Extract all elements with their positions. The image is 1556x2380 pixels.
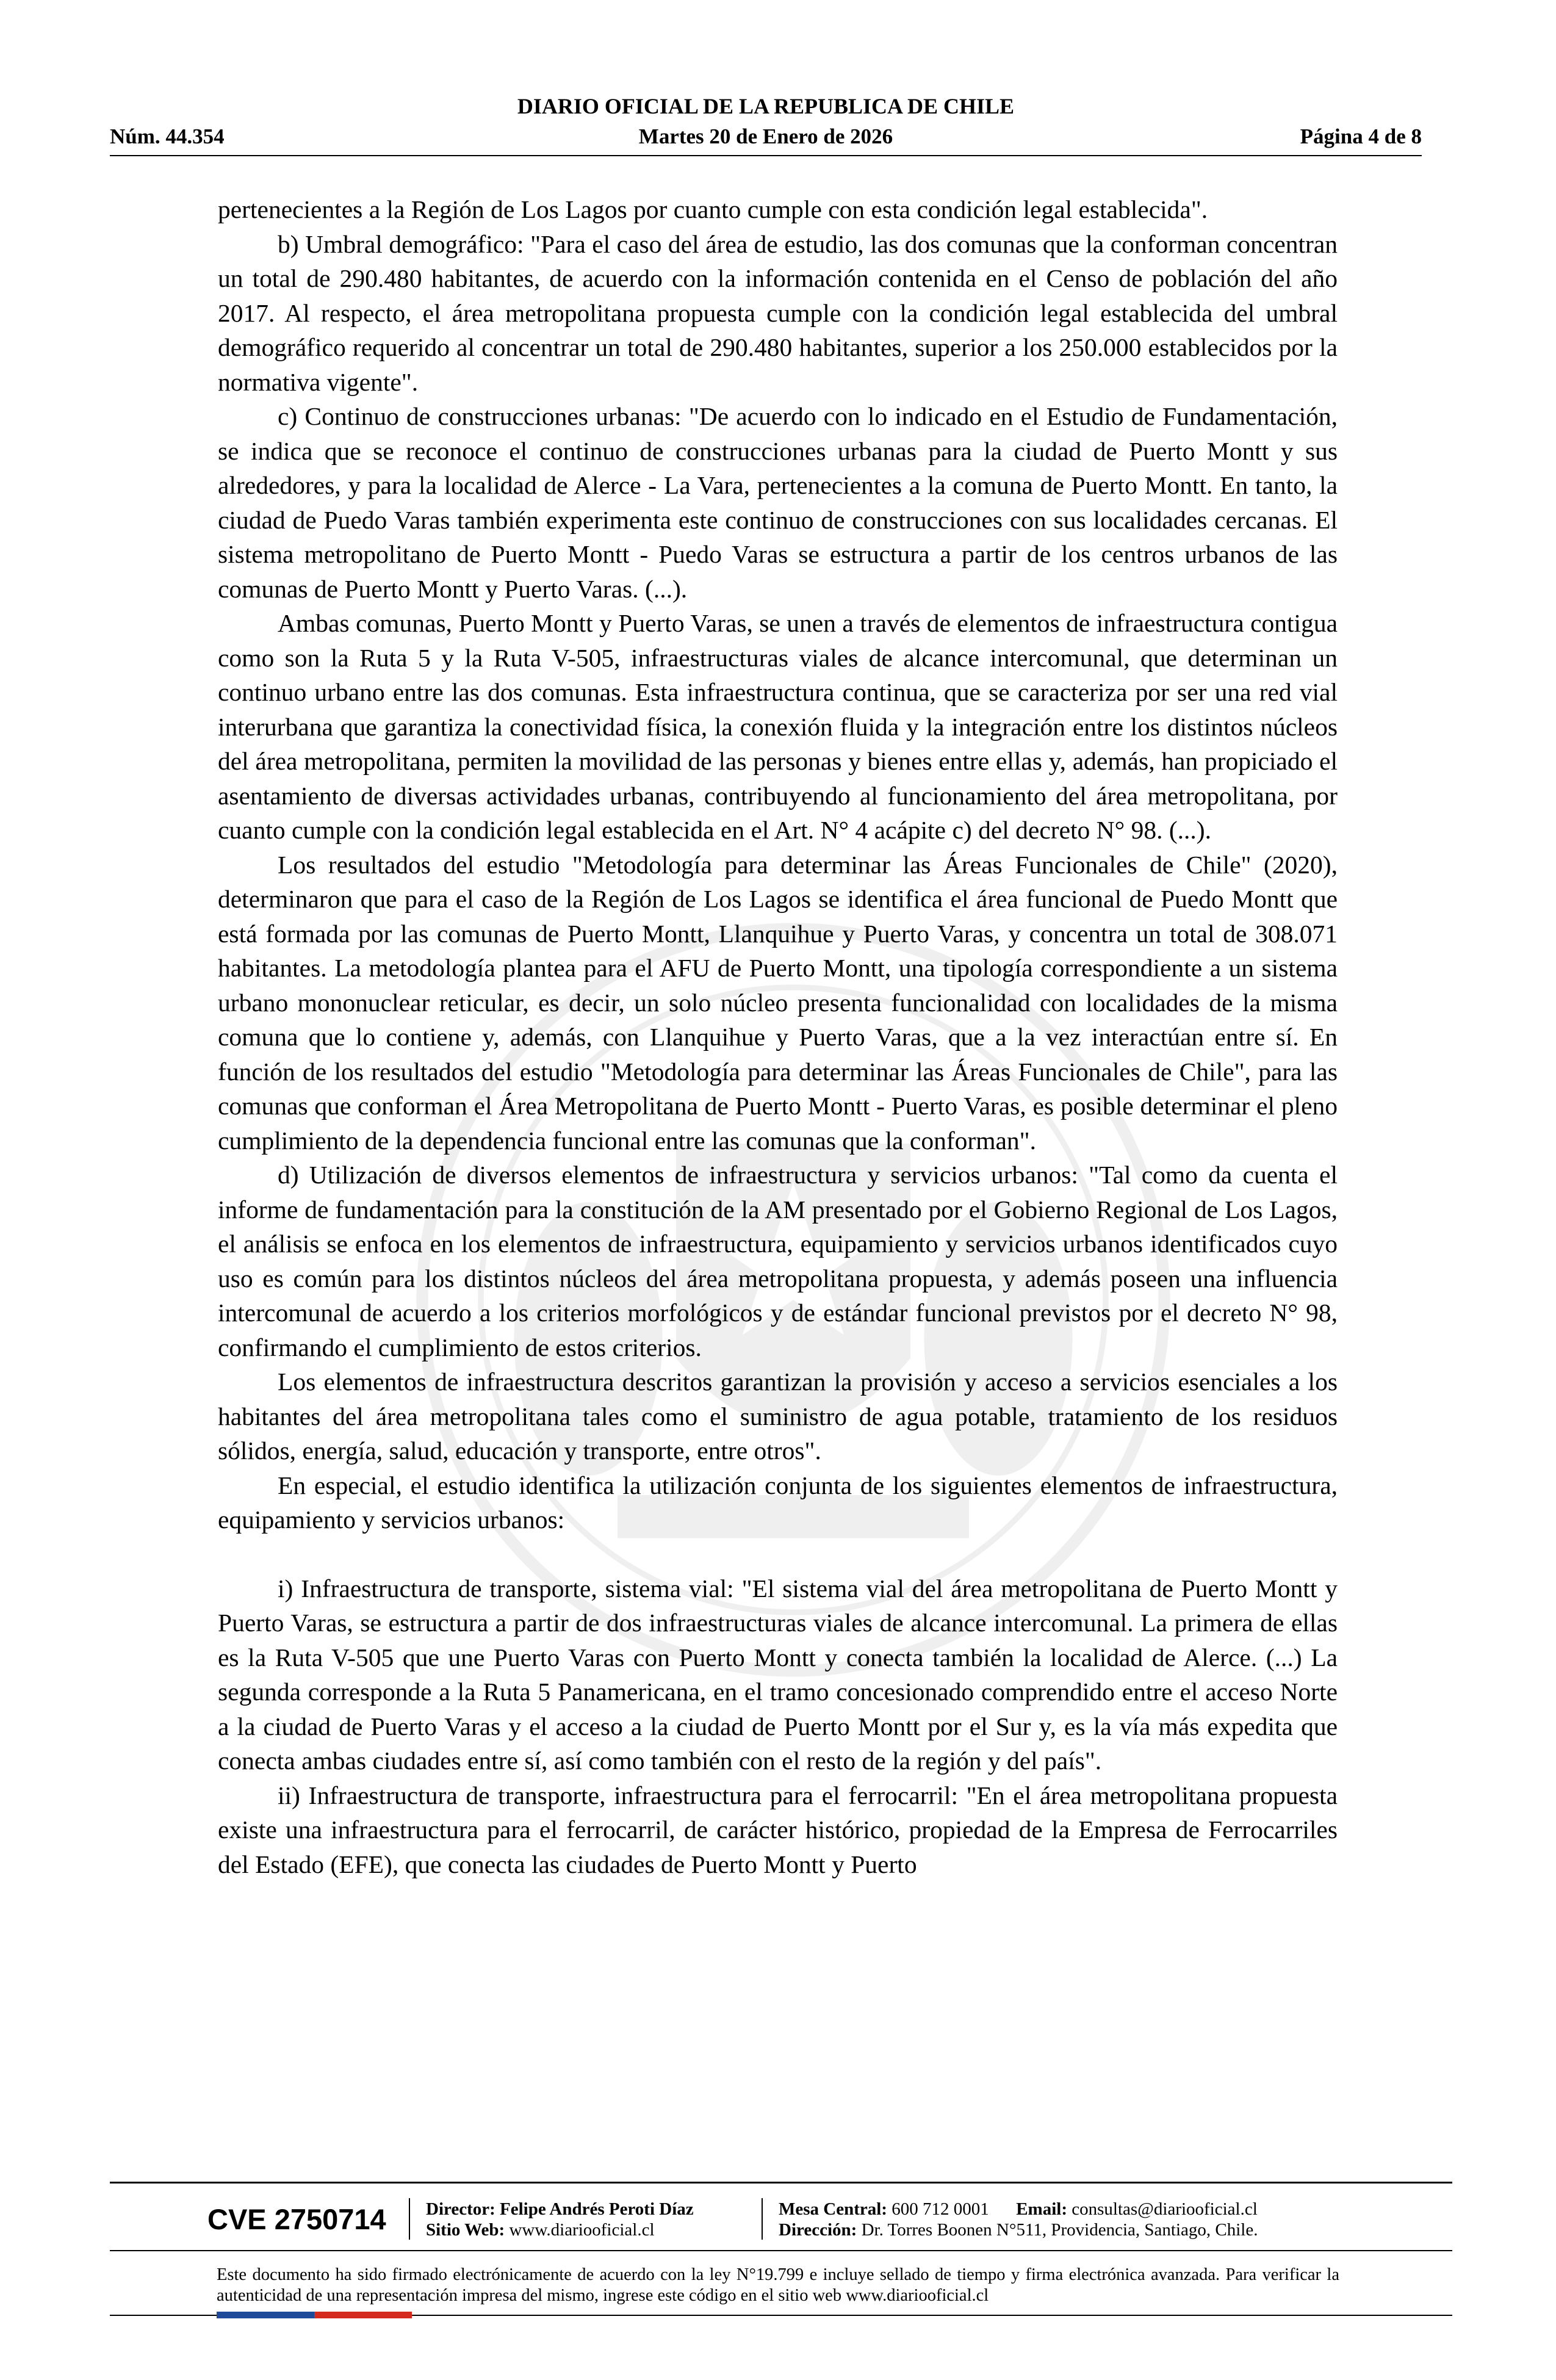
gazette-title: DIARIO OFICIAL DE LA REPUBLICA DE CHILE [517,94,1015,118]
mesa-phone: 600 712 0001 [891,2199,989,2219]
issue-number: Núm. 44.354 [110,124,225,148]
paragraph-infraestructura-servicios: d) Utilización de diversos elementos de infraestructura y servicios urbanos: "Tal como da cuenta el informe de fundamentación para la constitución de la AM presentado por el Gobierno Regional de Los Lagos, el análisis se enfoca en los elementos de infraestructura, equipamiento y servicios urbanos identificados cuyo uso es común para los distintos núcleos del área metropolitana propuesta, y además poseen una influencia intercomunal de acuerdo a los criterios morfológicos y de estándar funcional previstos por el decreto N° 98, confirmando el cumplimiento de estos criterios. [218,1161,1338,1361]
paragraph-resultados-estudio: Los resultados del estudio "Metodología para determinar las Áreas Funcionales de Chile" (2020), determinaron que para el caso de la Región de Los Lagos se identifica el área funcional de Puedo Montt que está formada por las comunas de Puerto Montt, Llanquihue y Puerto Varas, y concentra un total de 308.071 habitantes. La metodología plantea para el AFU de Puerto Montt, una tipología correspondiente a un sistema urbano mononuclear reticular, es decir, un solo núcleo presenta funcionalidad con localidades de la misma comuna que lo contiene y, además, con Llanquihue y Puerto Varas, que a la vez interactúan entre sí. En función de los resultados del estudio "Metodología para determinar las Áreas Funcionales de Chile", para las comunas que conforman el Área Metropolitana de Puerto Montt - Puerto Varas, es posible determinar el pleno cumplimiento de la dependencia funcional entre las comunas que la conforman". [218,850,1338,1155]
paragraph-continuation: pertenecientes a la Región de Los Lagos por cuanto cumple con esta condición legal establecida". [218,195,1208,223]
paragraph-ferrocarril: ii) Infraestructura de transporte, infraestructura para el ferrocarril: "En el área metropolitana propuesta existe una infraestructura para el ferrocarril, de carácter histórico, propiedad de la Empresa de Ferrocarriles del Estado (EFE), que conecta las ciudades de Puerto Montt y Puerto [218,1781,1338,1878]
paragraph-continuo-construcciones: c) Continuo de construcciones urbanas: "De acuerdo con lo indicado en el Estudio de Fundamentación, se indica que se reconoce el continuo de construcciones urbanas para la ciudad de Puerto Montt y sus alrededores, y para la localidad de Alerce - La Vara, pertenecientes a la comuna de Puerto Montt. En tanto, la ciudad de Puedo Varas también experimenta este continuo de construcciones con sus localidades cercanas. El sistema metropolitano de Puerto Montt - Puedo Varas se estructura a partir de los centros urbanos de las comunas de Puerto Montt y Puerto Varas. (...). [218,402,1338,603]
flag-color-bar [217,2312,412,2318]
page-footer [110,2182,1452,2334]
document-body [218,192,1338,1881]
cve-code: CVE 2750714 [207,2203,386,2235]
address-value: Dr. Torres Boonen N°511, Providencia, Santiago, Chile. [861,2220,1258,2240]
paragraph-elementos-infraestructura: Los elementos de infraestructura descritos garantizan la provisión y acceso a servicios esenciales a los habitantes del área metropolitana tales como el suministro de agua potable, tratamiento de los residuos sólidos, energía, salud, educación y transporte, entre otros". [218,1368,1338,1465]
signature-note: Este documento ha sido firmado electrónicamente de acuerdo con la ley N°19.799 e incluye sellado de tiempo y firma electrónica avanzada. Para verificar la autenticidad de una representación impresa del mismo, ingrese este código en el sitio web www.diariooficial.cl [217,2265,1339,2305]
footer-middle-divider [110,2250,1452,2251]
page-header [110,92,1422,159]
footer-separator [762,2198,763,2240]
paragraph-en-especial: En especial, el estudio identifica la utilización conjunta de los siguientes elementos de infraestructura, equipamiento y servicios urbanos: [218,1471,1338,1534]
header-divider [110,155,1422,156]
email-link[interactable]: consultas@diariooficial.cl [1072,2199,1258,2219]
site-label: Sitio Web: [426,2220,505,2240]
paragraph-sistema-vial: i) Infraestructura de transporte, sistema vial: "El sistema vial del área metropolitana de Puerto Montt y Puerto Varas, se estructura a partir de dos infraestructuras viales de alcance intercomunal. La primera de ellas es la Ruta V-505 que une Puerto Varas con Puerto Montt y conecta también la localidad de Alerce. (...) La segunda corresponde a la Ruta 5 Panamericana, en el tramo concesionado comprendido entre el acceso Norte a la ciudad de Puerto Varas y el acceso a la ciudad de Puerto Montt por el Sur y, es la vía más expedita que conecta ambas ciudades entre sí, así como también con el resto de la región y del país". [218,1574,1338,1775]
director-name: Felipe Andrés Peroti Díaz [500,2199,694,2219]
address-label: Dirección: [779,2220,857,2240]
paragraph-ambas-comunas: Ambas comunas, Puerto Montt y Puerto Varas, se unen a través de elementos de infraestructura contigua como son la Ruta 5 y la Ruta V-505, infraestructuras viales de alcance intercomunal, que determinan un continuo urbano entre las dos comunas. Esta infraestructura continua, que se caracteriza por ser una red vial interurbana que garantiza la conectividad física, la conexión fluida y la integración entre los distintos núcleos del área metropolitana, permiten la movilidad de las personas y bienes entre ellas y, además, han propiciado el asentamiento de diversas actividades urbanas, contribuyendo al funcionamiento del área metropolitana, por cuanto cumple con la condición legal establecida en el Art. N° 4 acápite c) del decreto N° 98. (...). [218,609,1338,844]
issue-date: Martes 20 de Enero de 2026 [638,124,893,148]
director-label: Director: [426,2199,495,2219]
paragraph-umbral-demografico: b) Umbral demográfico: "Para el caso del área de estudio, las dos comunas que la conforman concentran un total de 290.480 habitantes, de acuerdo con la información contenida en el Censo de población del año 2017. Al respecto, el área metropolitana propuesta cumple con la condición legal establecida del umbral demográfico requerido al concentrar un total de 290.480 habitantes, superior a los 250.000 establecidos por la normativa vigente". [218,229,1338,396]
flag-blue-segment [217,2312,314,2318]
flag-red-segment [314,2312,412,2318]
footer-top-divider [110,2182,1452,2183]
contact-line [779,2199,1258,2220]
page-number: Página 4 de 8 [1300,124,1422,148]
director-line [426,2199,694,2220]
email-label: Email: [1016,2199,1067,2219]
footer-separator [409,2198,410,2240]
site-line [426,2220,655,2240]
mesa-label: Mesa Central: [779,2199,887,2219]
site-link[interactable]: www.diariooficial.cl [509,2220,655,2240]
address-line [779,2220,1258,2240]
